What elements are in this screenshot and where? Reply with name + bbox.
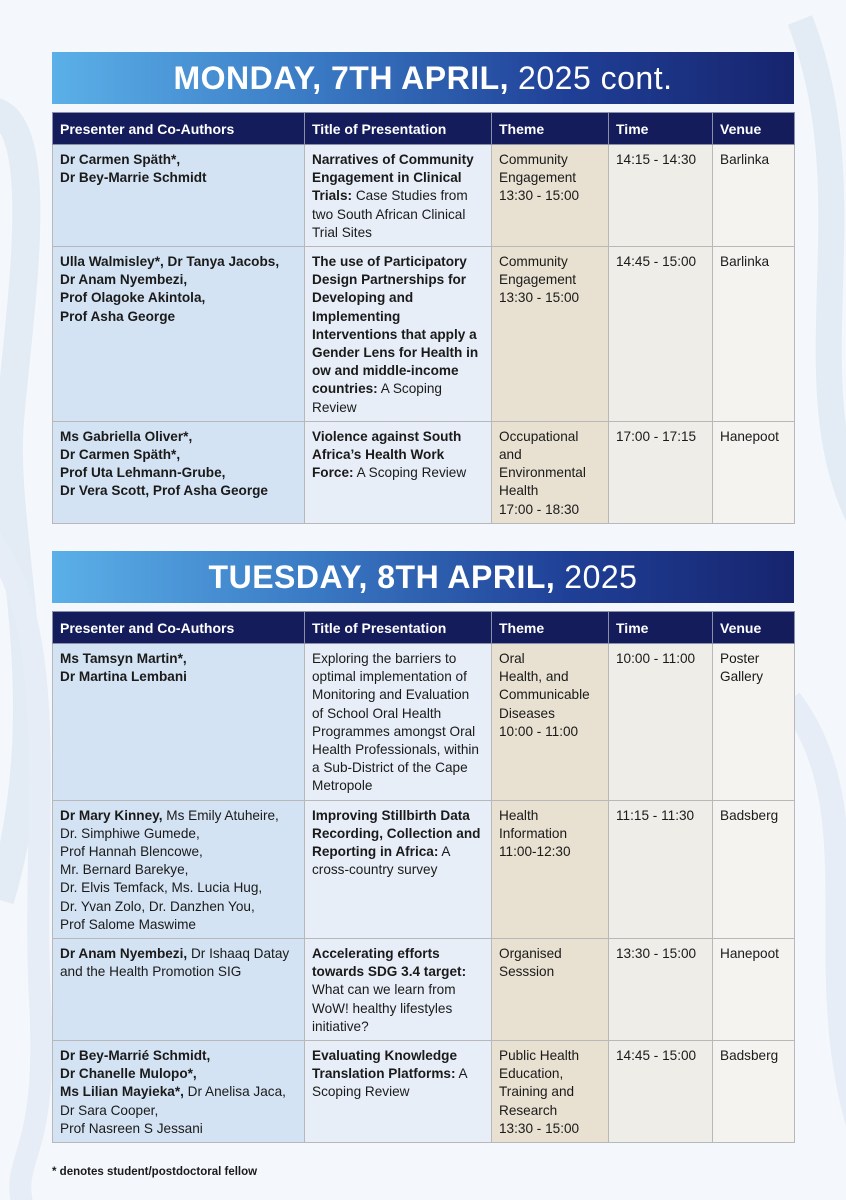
venue-cell: Hanepoot xyxy=(713,939,795,1041)
venue-cell: Badsberg xyxy=(713,800,795,938)
theme-line: 17:00 - 18:30 xyxy=(499,501,580,517)
theme-cell xyxy=(492,247,609,422)
time-cell: 13:30 - 15:00 xyxy=(609,939,713,1041)
column-header-venue: Venue xyxy=(713,113,795,145)
presenter-line xyxy=(60,482,297,500)
column-header-presenter: Presenter and Co-Authors xyxy=(53,113,305,145)
monday-schedule-table xyxy=(52,112,795,524)
column-header-presenter: Presenter and Co-Authors xyxy=(53,612,305,644)
tuesday-day-banner xyxy=(52,551,794,603)
title-rest-text: Case Studies from two South African Clinical Trial Sites xyxy=(312,188,468,240)
table-row xyxy=(53,145,795,247)
column-header-time: Time xyxy=(609,113,713,145)
column-header-theme: Theme xyxy=(492,113,609,145)
theme-cell xyxy=(492,939,609,1041)
table-row xyxy=(53,1041,795,1143)
presenter-name: Ms Lilian Mayieka*, xyxy=(60,1084,184,1100)
presenter-line xyxy=(60,843,297,861)
theme-cell xyxy=(492,644,609,801)
title-cell xyxy=(305,800,492,938)
presenter-name: Prof Hannah Blencowe, xyxy=(60,844,203,860)
time-cell: 14:45 - 15:00 xyxy=(609,247,713,422)
theme-line: Oral xyxy=(499,651,525,666)
presenter-cell xyxy=(53,421,305,523)
presenter-name: Dr Bey-Marrié Schmidt, xyxy=(60,1048,211,1064)
presenter-line xyxy=(60,308,297,326)
title-bold-text: Accelerating efforts towards SDG 3.4 target: xyxy=(312,946,467,980)
presenter-line xyxy=(60,169,297,187)
presenter-name: Prof Nasreen S Jessani xyxy=(60,1120,203,1136)
presenter-line xyxy=(60,879,297,897)
title-bold-text: Narratives of Community Engagement in Clinical Trials: xyxy=(312,152,474,204)
theme-line: Health xyxy=(499,483,539,499)
time-cell: 14:15 - 14:30 xyxy=(609,145,713,247)
presenter-cell xyxy=(53,644,305,801)
presenter-cell xyxy=(53,247,305,422)
presenter-line xyxy=(60,898,297,916)
presenter-name: Dr Carmen Späth*, xyxy=(60,447,181,463)
presenter-line xyxy=(60,271,297,289)
table-header-row xyxy=(53,612,795,644)
theme-cell xyxy=(492,421,609,523)
tuesday-schedule-table xyxy=(52,611,795,1143)
title-cell xyxy=(305,939,492,1041)
presenter-line xyxy=(60,446,297,464)
presenter-name: Dr Vera Scott, Prof Asha George xyxy=(60,483,268,499)
title-cell xyxy=(305,421,492,523)
presenter-name: Dr. Yvan Zolo, Dr. Danzhen You, xyxy=(60,898,255,914)
monday-banner-date: MONDAY, 7TH APRIL, xyxy=(173,59,510,96)
presenter-name: Dr Martina Lembani xyxy=(60,669,187,685)
presenter-line xyxy=(60,428,297,446)
column-header-title: Title of Presentation xyxy=(305,113,492,145)
title-rest-text: Exploring the barriers to optimal implementation of Monitoring and Evaluation of School Oral Health Programmes amongst Oral Health Professionals, within a Sub-District of the Cape Metropole xyxy=(312,651,479,794)
footnote: * denotes student/postdoctoral fellow xyxy=(52,1166,258,1178)
presenter-line xyxy=(60,1047,297,1065)
theme-line: Health xyxy=(499,807,539,823)
presenter-line xyxy=(60,963,297,981)
presenter-name: Prof Asha George xyxy=(60,308,176,324)
theme-line: 10:00 - 11:00 xyxy=(499,723,579,739)
presenter-name: Dr Bey-Marrie Schmidt xyxy=(60,170,207,186)
presenter-name: Dr Ishaaq Datay xyxy=(187,946,290,962)
tuesday-banner-date: TUESDAY, 8TH APRIL, xyxy=(208,558,556,595)
title-rest-text: A Scoping Review xyxy=(312,1066,467,1100)
venue-cell: Poster Gallery xyxy=(713,644,795,801)
theme-line: Engagement xyxy=(499,170,577,186)
theme-cell xyxy=(492,1041,609,1143)
table-row xyxy=(53,939,795,1041)
theme-line: Community xyxy=(499,152,568,167)
presenter-cell xyxy=(53,800,305,938)
time-cell: 10:00 - 11:00 xyxy=(609,644,713,801)
time-cell: 11:15 - 11:30 xyxy=(609,800,713,938)
presenter-name: Mr. Bernard Barekye, xyxy=(60,862,189,878)
theme-line: Engagement xyxy=(499,272,577,288)
venue-cell: Hanepoot xyxy=(713,421,795,523)
theme-line: Training and xyxy=(499,1084,575,1100)
column-header-title: Title of Presentation xyxy=(305,612,492,644)
time-cell: 14:45 - 15:00 xyxy=(609,1041,713,1143)
theme-line: 13:30 - 15:00 xyxy=(499,1120,580,1136)
monday-banner-year: 2025 cont. xyxy=(518,59,673,96)
tuesday-banner-year: 2025 xyxy=(564,558,638,595)
presenter-line xyxy=(60,1120,297,1138)
table-row xyxy=(53,800,795,938)
table-row xyxy=(53,247,795,422)
presenter-name: Ulla Walmisley*, Dr Tanya Jacobs, xyxy=(60,254,280,270)
presenter-line xyxy=(60,1083,297,1101)
table-header-row xyxy=(53,113,795,145)
title-cell xyxy=(305,644,492,801)
presenter-line xyxy=(60,289,297,307)
presenter-name: Dr. Simphiwe Gumede, xyxy=(60,825,200,841)
theme-line: Environmental xyxy=(499,465,586,481)
presenter-name: and the Health Promotion SIG xyxy=(60,964,242,980)
presenter-name: Dr Sara Cooper, xyxy=(60,1102,159,1118)
presenter-line xyxy=(60,916,297,934)
title-bold-text: Evaluating Knowledge Translation Platforms: xyxy=(312,1048,458,1082)
presenter-line xyxy=(60,861,297,879)
presenter-line xyxy=(60,253,297,271)
column-header-time: Time xyxy=(609,612,713,644)
presenter-line xyxy=(60,1065,297,1083)
presenter-line xyxy=(60,1102,297,1120)
presenter-line xyxy=(60,151,297,169)
theme-line: Communicable xyxy=(499,687,590,703)
theme-line: and xyxy=(499,447,522,463)
theme-line: Research xyxy=(499,1102,558,1118)
presenter-name: Dr. Elvis Temfack, Ms. Lucia Hug, xyxy=(60,880,263,896)
theme-line: Sesssion xyxy=(499,964,555,980)
presenter-line xyxy=(60,464,297,482)
presenter-name: Dr Mary Kinney, xyxy=(60,807,163,823)
column-header-theme: Theme xyxy=(492,612,609,644)
presenter-name: Dr Anam Nyembezi, xyxy=(60,946,188,962)
presenter-cell xyxy=(53,1041,305,1143)
title-rest-text: A cross-country survey xyxy=(312,844,450,878)
title-bold-text: Violence against South Africa’s Health Work Force: xyxy=(312,428,462,481)
theme-line: Information xyxy=(499,825,568,841)
presenter-name: Dr Chanelle Mulopo*, xyxy=(60,1066,197,1082)
title-cell xyxy=(305,1041,492,1143)
presenter-name: Dr Anam Nyembezi, xyxy=(60,272,188,288)
theme-cell xyxy=(492,800,609,938)
title-cell xyxy=(305,247,492,422)
presenter-line xyxy=(60,668,297,686)
table-row xyxy=(53,421,795,523)
title-cell xyxy=(305,145,492,247)
theme-line: Diseases xyxy=(499,705,555,721)
venue-cell: Badsberg xyxy=(713,1041,795,1143)
presenter-line xyxy=(60,807,297,825)
presenter-name: Ms Emily Atuheire, xyxy=(162,807,279,823)
theme-line: Public Health xyxy=(499,1048,580,1064)
table-row xyxy=(53,644,795,801)
theme-line: Community xyxy=(499,254,568,270)
theme-line: Health, and xyxy=(499,669,569,685)
presenter-name: Dr Carmen Späth*, xyxy=(60,152,181,167)
presenter-cell xyxy=(53,145,305,247)
presenter-name: Prof Salome Maswime xyxy=(60,916,196,932)
tuesday-section xyxy=(52,551,794,1143)
title-rest-text: What can we learn from WoW! healthy lifestyles initiative? xyxy=(312,982,456,1034)
theme-cell xyxy=(492,145,609,247)
venue-cell: Barlinka xyxy=(713,247,795,422)
monday-section xyxy=(52,52,794,524)
time-cell: 17:00 - 17:15 xyxy=(609,421,713,523)
presenter-name: Ms Tamsyn Martin*, xyxy=(60,651,187,666)
title-bold-text: Improving Stillbirth Data Recording, Collection and Reporting in Africa: xyxy=(312,807,481,860)
column-header-venue: Venue xyxy=(713,612,795,644)
monday-day-banner xyxy=(52,52,794,104)
presenter-line xyxy=(60,825,297,843)
theme-line: 11:00-12:30 xyxy=(499,844,571,860)
theme-line: Education, xyxy=(499,1066,564,1082)
theme-line: Organised xyxy=(499,946,562,962)
presenter-name: Prof Uta Lehmann-Grube, xyxy=(60,465,226,481)
theme-line: Occupational xyxy=(499,428,579,444)
theme-line: 13:30 - 15:00 xyxy=(499,188,580,204)
presenter-line xyxy=(60,650,297,668)
presenter-line xyxy=(60,945,297,963)
title-rest-text: A Scoping Review xyxy=(312,381,442,415)
presenter-name: Ms Gabriella Oliver*, xyxy=(60,428,193,444)
presenter-name: Prof Olagoke Akintola, xyxy=(60,290,206,306)
venue-cell: Barlinka xyxy=(713,145,795,247)
presenter-name: Dr Anelisa Jaca, xyxy=(183,1084,286,1100)
presenter-cell xyxy=(53,939,305,1041)
title-bold-text: The use of Participatory Design Partnerships for Developing and Implementing Interventions that apply a Gender Lens for Health in ow and middle-income countries: xyxy=(312,254,479,397)
title-rest-text: A Scoping Review xyxy=(353,465,467,481)
theme-line: 13:30 - 15:00 xyxy=(499,290,580,306)
